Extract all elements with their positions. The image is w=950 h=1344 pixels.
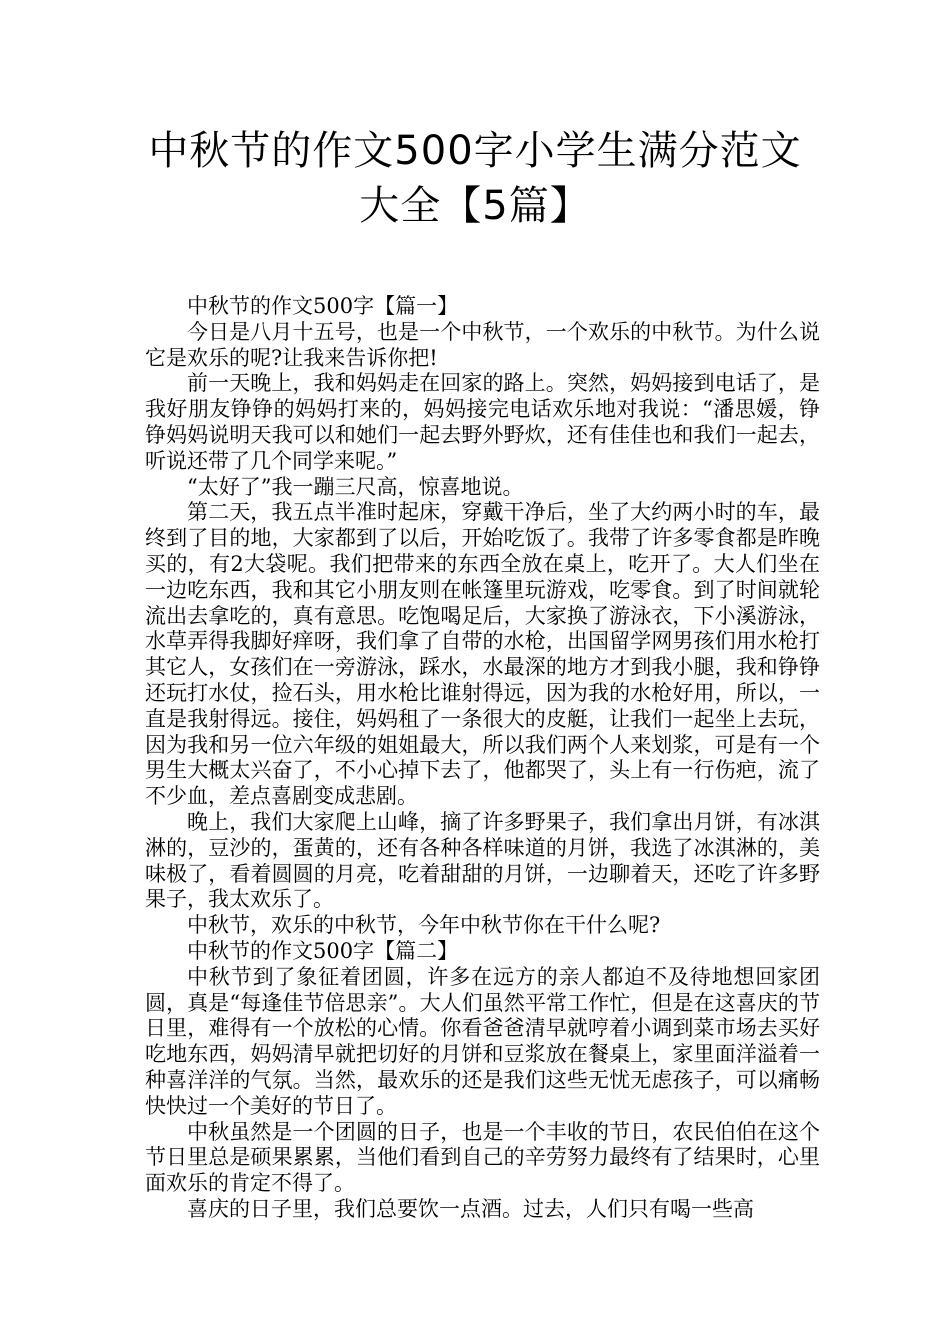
document-title: 中秋节的作文500字小学生满分范文大全【5篇】	[148, 128, 802, 229]
paragraph: 喜庆的日子里，我们总要饮一点酒。过去，人们只有喝一些高	[187, 1196, 754, 1221]
paragraph: 中秋节，欢乐的中秋节，今年中秋节你在干什么呢?	[187, 913, 661, 938]
paragraph: 晚上，我们大家爬上山峰，摘了许多野果子，我们拿出月饼，有冰淇淋的，豆沙的，蛋黄的，还有各种各样味道的月饼，我选了冰淇淋的，美味极了，看着圆圆的月亮，吃着甜甜的月饼，一边聊着天，还吃了许多野果子，我太欢乐了。	[145, 809, 820, 912]
section-heading-1: 中秋节的作文500字【篇一】	[187, 294, 459, 318]
paragraph: 中秋虽然是一个团圆的日子，也是一个丰收的节日，农民伯伯在这个节日里总是硕果累累，当他们看到自己的辛劳努力最终有了结果时，心里面欢乐的肯定不得了。	[145, 1119, 820, 1196]
document-body	[145, 294, 820, 1223]
paragraph: 前一天晚上，我和妈妈走在回家的路上。突然，妈妈接到电话了，是我好朋友铮铮的妈妈打来的，妈妈接完电话欢乐地对我说：“潘思媛，铮铮妈妈说明天我可以和她们一起去野外野炊，还有佳佳也和我们一起去，听说还带了几个同学来呢。”	[145, 371, 820, 473]
paragraph: 中秋节到了象征着团圆，许多在远方的亲人都迫不及待地想回家团圆，真是“每逢佳节倍思亲”。大人们虽然平常工作忙，但是在这喜庆的节日里，难得有一个放松的心情。你看爸爸清早就哼着小调到菜市场去买好吃地东西，妈妈清早就把切好的月饼和豆浆放在餐桌上，家里面洋溢着一种喜洋洋的气氛。当然，最欢乐的还是我们这些无忧无虑孩子，可以痛畅快快过一个美好的节日了。	[145, 964, 820, 1118]
paragraph: 今日是八月十五号，也是一个中秋节，一个欢乐的中秋节。为什么说它是欢乐的呢?让我来告诉你把!	[145, 319, 820, 370]
section-heading-2: 中秋节的作文500字【篇二】	[187, 938, 459, 963]
paragraph: 第二天，我五点半准时起床，穿戴干净后，坐了大约两小时的车，最终到了目的地，大家都到了以后，开始吃饭了。我带了许多零食都是昨晚买的，有2大袋呢。我们把带来的东西全放在桌上，吃开了。大人们坐在一边吃东西，我和其它小朋友则在帐篷里玩游戏，吃零食。到了时间就轮流出去拿吃的，真有意思。吃饱喝足后，大家换了游泳衣，下小溪游泳，水草弄得我脚好痒呀，我们拿了自带的水枪，出国留学网男孩们用水枪打其它人，女孩们在一旁游泳，踩水，水最深的地方才到我小腿，我和铮铮还玩打水仗，捡石头，用水枪比谁射得远，因为我的水枪好用，所以，一直是我射得远。接住，妈妈租了一条很大的皮艇，让我们一起坐上去玩，因为我和另一位六年级的姐姐最大，所以我们两个人来划浆，可是有一个男生大概太兴奋了，不小心掉下去了，他都哭了，头上有一行伤疤，流了不少血，差点喜剧变成悲剧。	[145, 500, 820, 809]
paragraph: “太好了”我一蹦三尺高，惊喜地说。	[187, 474, 524, 499]
